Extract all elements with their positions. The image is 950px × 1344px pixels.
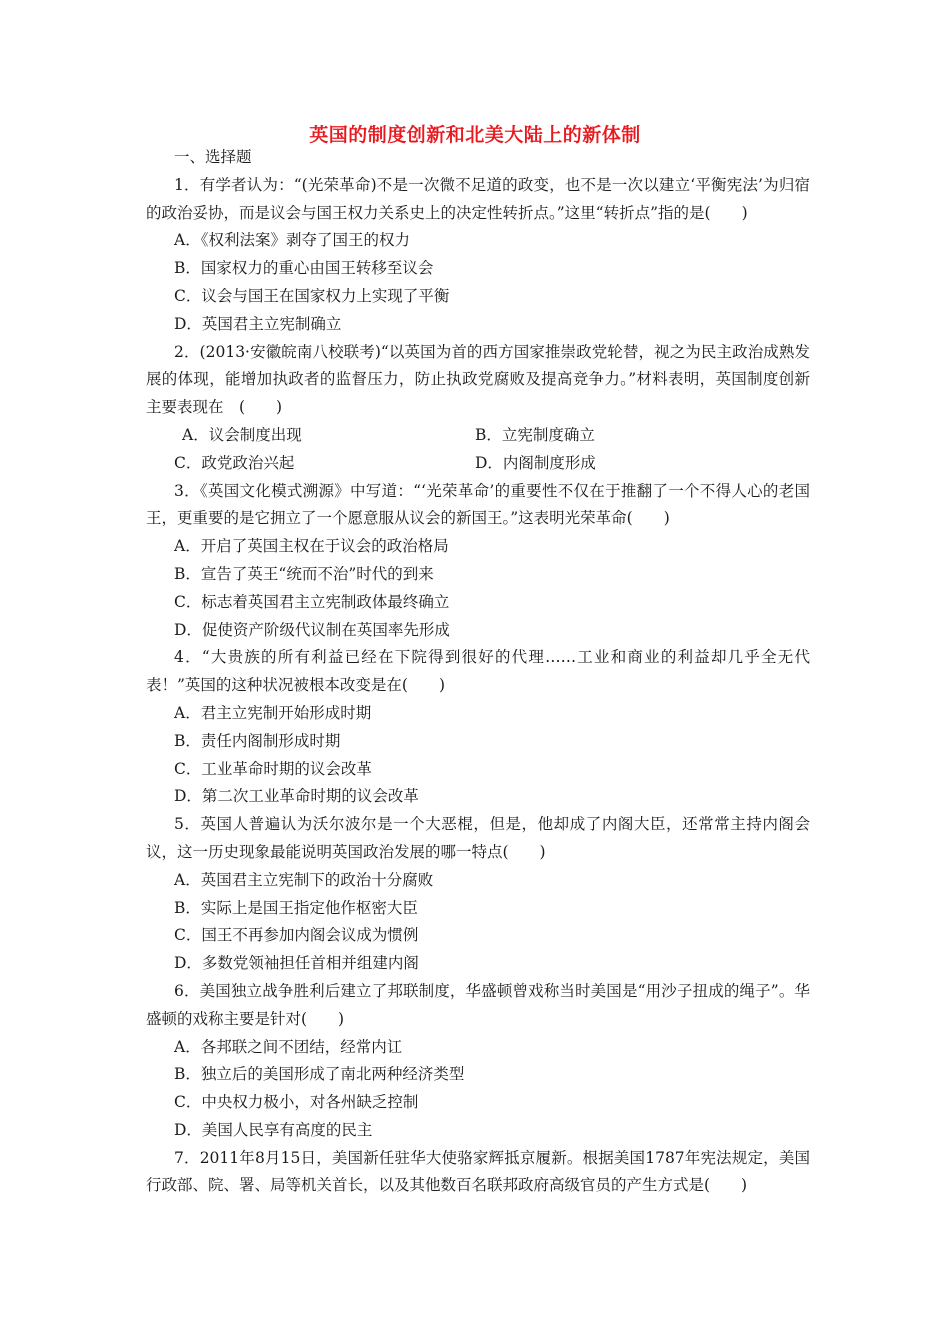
question-text: 2．(2013·安徽皖南八校联考)“以英国为首的西方国家推崇政党轮替，视之为民主政治成熟发展的体现，能增加执政者的监督压力，防止执政党腐败及提高竞争力。”材料表明，英国制度创新主要表现在 ( ) [146, 342, 810, 417]
document-title: 英国的制度创新和北美大陆上的新体制 [309, 124, 641, 146]
option-c: C．政党政治兴起 [174, 453, 295, 472]
option-d: D．促使资产阶级代议制在英国率先形成 [174, 620, 450, 639]
question-text: 1．有学者认为：“(光荣革命)不是一次微不足道的政变，也不是一次以建立‘平衡宪法’为归宿的政治妥协，而是议会与国王权力关系史上的决定性转折点。”这里“转折点”指的是( ) [146, 175, 810, 222]
question-4 [146, 644, 810, 811]
question-6 [146, 978, 810, 1145]
option-b: B．立宪制度确立 [475, 425, 595, 444]
document-body [146, 144, 810, 1200]
question-5 [146, 811, 810, 978]
option-a: A．各邦联之间不团结，经常内讧 [174, 1037, 403, 1056]
question-text: 3．《英国文化模式溯源》中写道：“‘光荣革命’的重要性不仅在于推翻了一个不得人心的老国王，更重要的是它拥立了一个愿意服从议会的新国王。”这表明光荣革命( ) [146, 481, 810, 528]
option-b: B．责任内阁制形成时期 [174, 731, 341, 750]
option-d: D．美国人民享有高度的民主 [174, 1120, 373, 1139]
option-c: C．标志着英国君主立宪制政体最终确立 [174, 592, 450, 611]
option-b: B．宣告了英王“统而不治”时代的到来 [174, 564, 434, 583]
question-2 [146, 339, 810, 478]
option-a: A．君主立宪制开始形成时期 [174, 703, 372, 722]
question-1 [146, 172, 810, 339]
question-3 [146, 478, 810, 645]
question-7 [146, 1145, 810, 1201]
question-text: 6．美国独立战争胜利后建立了邦联制度，华盛顿曾戏称当时美国是“用沙子扭成的绳子”。华盛顿的戏称主要是针对( ) [146, 981, 810, 1028]
option-c: C．工业革命时期的议会改革 [174, 759, 372, 778]
option-a: A．议会制度出现 [182, 425, 302, 444]
option-d: D．内阁制度形成 [475, 453, 596, 472]
question-text: 4．“大贵族的所有利益已经在下院得到很好的代理……工业和商业的利益却几乎全无代表！”英国的这种状况被根本改变是在( ) [146, 648, 810, 695]
option-c: C．议会与国王在国家权力上实现了平衡 [174, 286, 450, 305]
option-d: D．多数党领袖担任首相并组建内阁 [174, 954, 419, 973]
option-grid [146, 422, 810, 478]
question-text: 5．英国人普遍认为沃尔波尔是一个大恶棍，但是，他却成了内阁大臣，还常常主持内阁会议，这一历史现象最能说明英国政治发展的哪一特点( ) [146, 815, 810, 861]
option-b: B．国家权力的重心由国王转移至议会 [174, 259, 434, 278]
option-c: C．中央权力极小，对各州缺乏控制 [174, 1093, 419, 1112]
option-a: A．开启了英国主权在于议会的政治格局 [174, 537, 449, 556]
question-text: 7．2011年8月15日，美国新任驻华大使骆家辉抵京履新。根据美国1787年宪法规定，美国行政部、院、署、局等机关首长，以及其他数百名联邦政府高级官员的产生方式是( ) [146, 1148, 810, 1195]
option-d: D．英国君主立宪制确立 [174, 314, 342, 333]
option-d: D．第二次工业革命时期的议会改革 [174, 787, 419, 806]
option-a: A．英国君主立宪制下的政治十分腐败 [174, 870, 434, 889]
option-b: B．独立后的美国形成了南北两种经济类型 [174, 1065, 465, 1084]
option-a: A．《权利法案》剥夺了国王的权力 [174, 231, 410, 250]
option-b: B．实际上是国王指定他作枢密大臣 [174, 898, 418, 917]
option-c: C．国王不再参加内阁会议成为惯例 [174, 926, 419, 945]
section-heading: 一、选择题 [174, 148, 252, 166]
